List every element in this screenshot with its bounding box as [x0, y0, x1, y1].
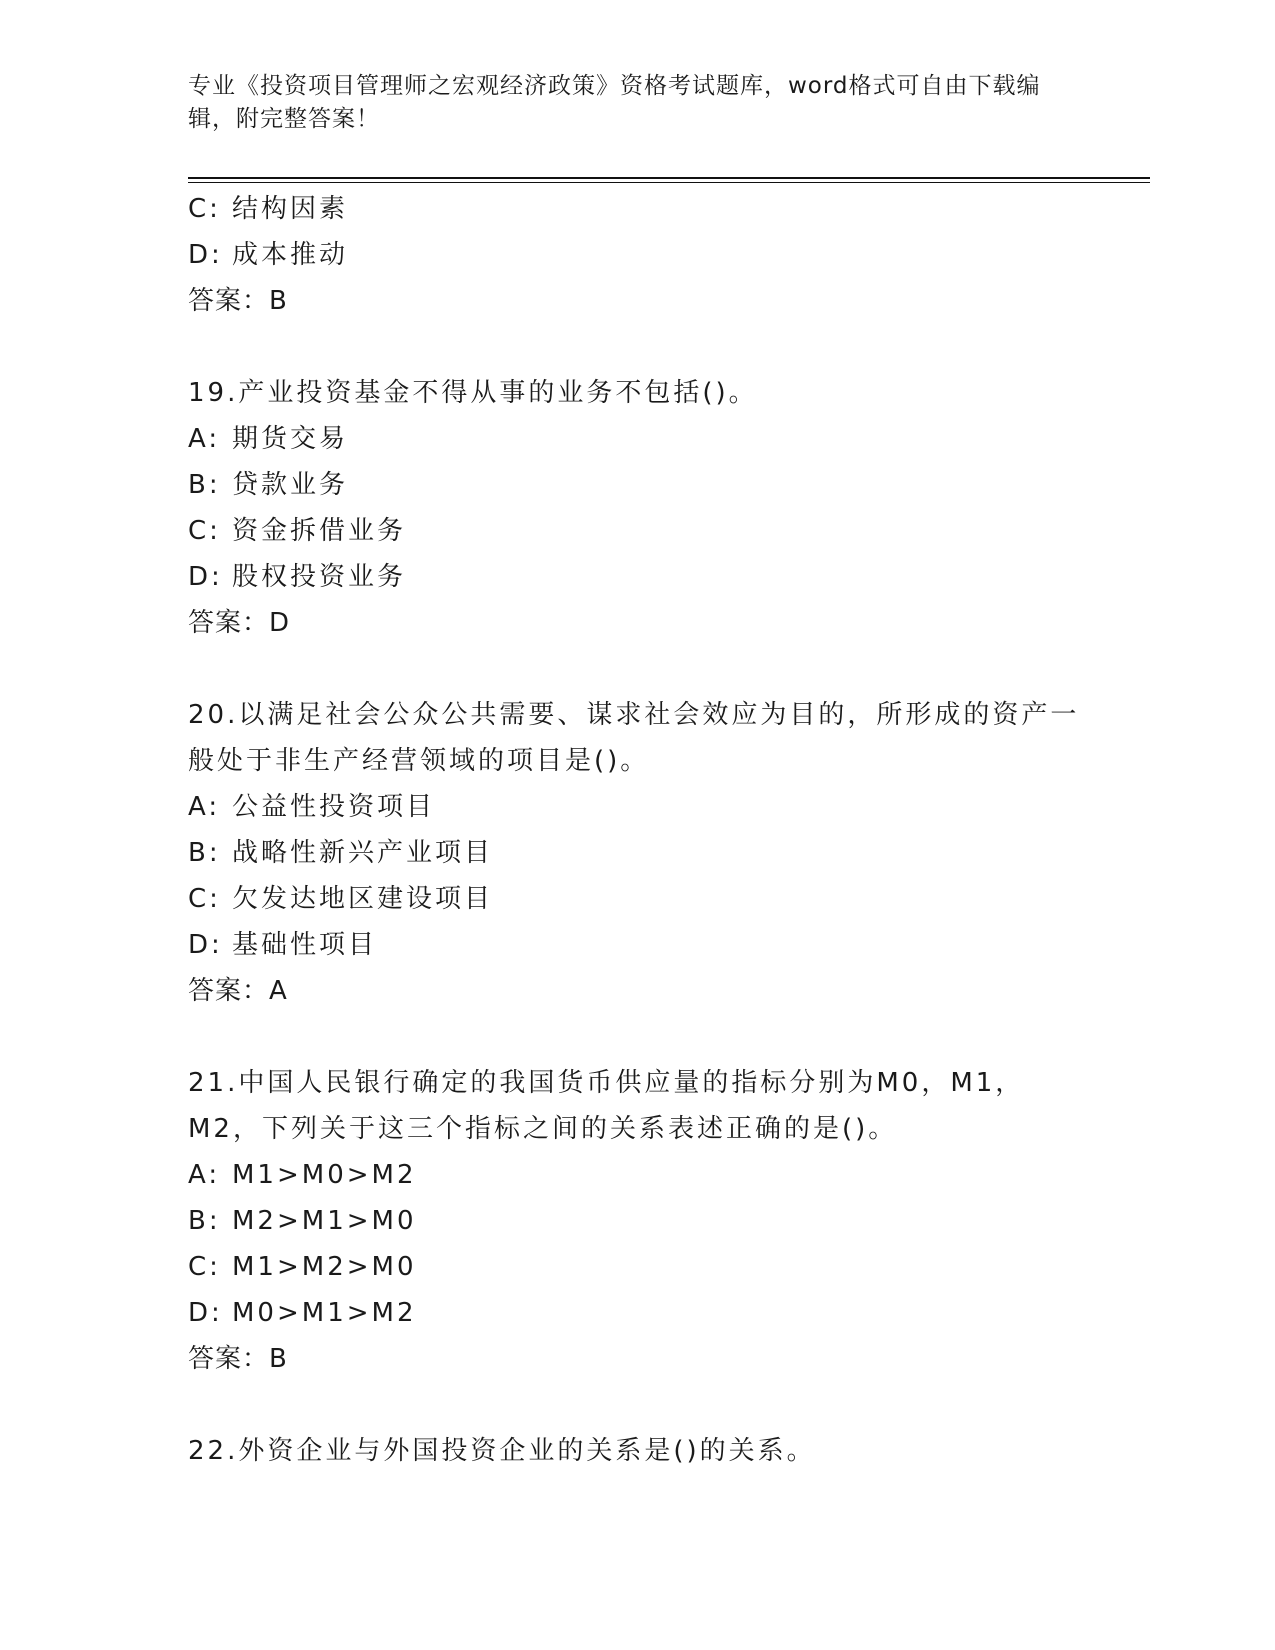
- option-text: 资金拆借业务: [232, 516, 407, 546]
- option-text: M2>M1>M0: [232, 1206, 417, 1236]
- option-text: 战略性新兴产业项目: [232, 838, 494, 868]
- option-text: 基础性项目: [232, 930, 378, 960]
- option-row: [188, 1198, 1088, 1244]
- option-text: 成本推动: [232, 240, 349, 270]
- option-text: 结构因素: [232, 194, 349, 224]
- question-stem: 19.产业投资基金不得从事的业务不包括()。: [188, 378, 758, 408]
- option-row: [188, 232, 1088, 278]
- question-stem: 20.以满足社会公众公共需要、谋求社会效应为目的，所形成的资产一般处于非生产经营领域的项目是()。: [188, 700, 1080, 776]
- answer-line: 答案：D: [188, 608, 291, 638]
- option-text: 股权投资业务: [232, 562, 407, 592]
- option-label: C:: [188, 1252, 221, 1282]
- option-label: D:: [188, 1298, 223, 1328]
- option-row: [188, 1244, 1088, 1290]
- option-text: 公益性投资项目: [232, 792, 436, 822]
- header-rule-thick: [188, 177, 1150, 179]
- option-row: [188, 830, 1088, 876]
- option-label: C:: [188, 516, 221, 546]
- option-label: D:: [188, 562, 223, 592]
- option-row: [188, 1152, 1088, 1198]
- question-list: [188, 186, 1088, 1474]
- option-label: B:: [188, 470, 221, 500]
- option-label: D:: [188, 930, 223, 960]
- question-stem: 22.外资企业与外国投资企业的关系是()的关系。: [188, 1436, 816, 1466]
- document-header: 专业《投资项目管理师之宏观经济政策》资格考试题库，word格式可自由下载编辑，附完整答案！: [188, 73, 1041, 132]
- option-text: 期货交易: [232, 424, 349, 454]
- option-row: [188, 186, 1088, 232]
- answer-line: 答案：B: [188, 1344, 288, 1374]
- option-label: B:: [188, 1206, 221, 1236]
- header-rule-thin: [188, 182, 1150, 183]
- option-text: M0>M1>M2: [232, 1298, 417, 1328]
- option-label: C:: [188, 884, 221, 914]
- option-row: [188, 508, 1088, 554]
- option-row: [188, 462, 1088, 508]
- option-label: B:: [188, 838, 221, 868]
- answer-line: 答案：A: [188, 976, 288, 1006]
- option-row: [188, 922, 1088, 968]
- answer-line: 答案：B: [188, 286, 288, 316]
- option-label: A:: [188, 424, 221, 454]
- option-label: C:: [188, 194, 221, 224]
- option-text: 欠发达地区建设项目: [232, 884, 494, 914]
- option-label: A:: [188, 1160, 221, 1190]
- option-text: 贷款业务: [232, 470, 349, 500]
- option-text: M1>M2>M0: [232, 1252, 417, 1282]
- question-stem: 21.中国人民银行确定的我国货币供应量的指标分别为M0，M1，M2，下列关于这三个指标之间的关系表述正确的是()。: [188, 1068, 1025, 1144]
- option-text: M1>M0>M2: [232, 1160, 417, 1190]
- option-row: [188, 1290, 1088, 1336]
- option-label: A:: [188, 792, 221, 822]
- option-row: [188, 876, 1088, 922]
- option-row: [188, 784, 1088, 830]
- option-row: [188, 554, 1088, 600]
- option-row: [188, 416, 1088, 462]
- option-label: D:: [188, 240, 223, 270]
